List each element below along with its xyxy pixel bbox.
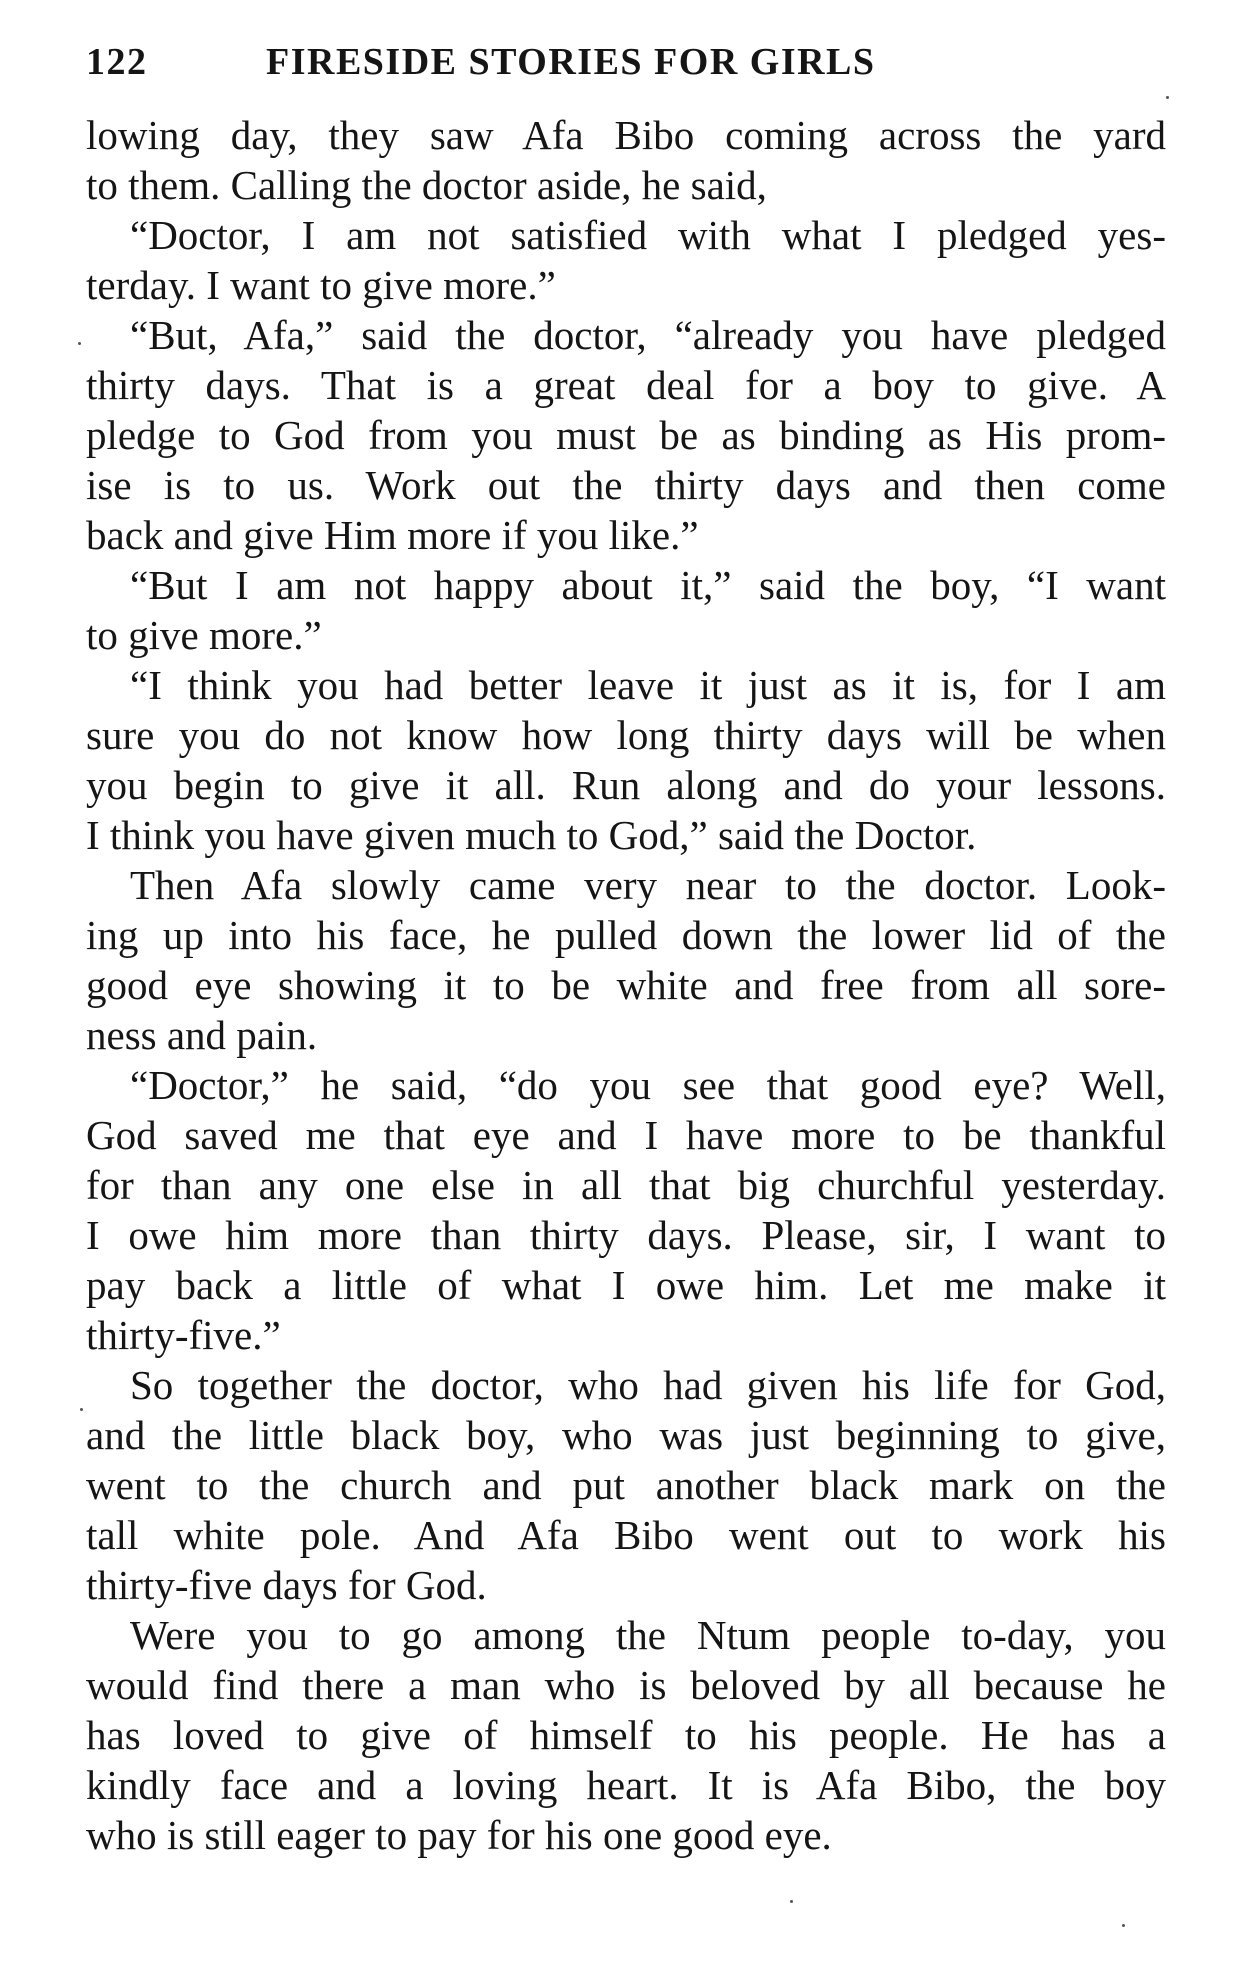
text-line: ness and pain. [86, 1012, 318, 1058]
paragraph-4 [86, 560, 1166, 660]
paragraph-1 [86, 110, 1166, 210]
scan-speck [1122, 1924, 1125, 1927]
text-line: good eye showing it to be white and free from all sore- [86, 962, 1166, 1008]
book-page [86, 40, 1166, 1860]
text-line: God saved me that eye and I have more to be thankful [86, 1112, 1166, 1158]
text-line: Then Afa slowly came very near to the doctor. Look- [130, 862, 1166, 908]
text-line: for than any one else in all that big churchful yesterday. [86, 1162, 1166, 1208]
page-number: 122 [86, 41, 148, 83]
text-line: “But I am not happy about it,” said the boy, “I want [130, 562, 1166, 608]
text-line: ing up into his face, he pulled down the lower lid of the [86, 912, 1166, 958]
scan-speck [1166, 96, 1169, 99]
text-line: “I think you had better leave it just as it is, for I am [130, 662, 1166, 708]
scan-speck [78, 342, 81, 345]
text-line: terday. I want to give more.” [86, 262, 556, 308]
text-line: So together the doctor, who had given his life for God, [130, 1362, 1166, 1408]
text-line: would find there a man who is beloved by all because he [86, 1662, 1166, 1708]
text-line: and the little black boy, who was just beginning to give, [86, 1412, 1166, 1458]
paragraph-8 [86, 1360, 1166, 1610]
text-line: pay back a little of what I owe him. Let me make it [86, 1262, 1166, 1308]
text-line: has loved to give of himself to his people. He has a [86, 1712, 1166, 1758]
text-line: kindly face and a loving heart. It is Afa Bibo, the boy [86, 1762, 1166, 1808]
text-line: went to the church and put another black mark on the [86, 1462, 1166, 1508]
text-line: tall white pole. And Afa Bibo went out to work his [86, 1512, 1166, 1558]
text-line: back and give Him more if you like.” [86, 512, 699, 558]
text-line: lowing day, they saw Afa Bibo coming across the yard [86, 112, 1166, 158]
text-line: who is still eager to pay for his one good eye. [86, 1812, 832, 1858]
text-line: “Doctor, I am not satisfied with what I pledged yes- [130, 212, 1166, 258]
text-line: thirty-five days for God. [86, 1562, 487, 1608]
text-line: thirty-five.” [86, 1312, 281, 1358]
paragraph-7 [86, 1060, 1166, 1360]
text-line: I owe him more than thirty days. Please, sir, I want to [86, 1212, 1166, 1258]
scan-speck [790, 1900, 793, 1903]
paragraph-3 [86, 310, 1166, 560]
text-line: ise is to us. Work out the thirty days and then come [86, 462, 1166, 508]
running-title: FIRESIDE STORIES FOR GIRLS [266, 41, 876, 83]
paragraph-5 [86, 660, 1166, 860]
text-line: to give more.” [86, 612, 322, 658]
body-text [86, 110, 1166, 1860]
text-line: I think you have given much to God,” said the Doctor. [86, 812, 977, 858]
text-line: you begin to give it all. Run along and do your lessons. [86, 762, 1166, 808]
paragraph-6 [86, 860, 1166, 1060]
paragraph-2 [86, 210, 1166, 310]
text-line: thirty days. That is a great deal for a boy to give. A [86, 362, 1166, 408]
text-line: “But, Afa,” said the doctor, “already you have pledged [130, 312, 1166, 358]
running-head [86, 40, 1166, 110]
paragraph-9 [86, 1610, 1166, 1860]
text-line: pledge to God from you must be as binding as His prom- [86, 412, 1166, 458]
text-line: sure you do not know how long thirty days will be when [86, 712, 1166, 758]
scan-speck [80, 1408, 83, 1411]
text-line: Were you to go among the Ntum people to-day, you [130, 1612, 1166, 1658]
text-line: “Doctor,” he said, “do you see that good eye? Well, [130, 1062, 1166, 1108]
text-line: to them. Calling the doctor aside, he said, [86, 162, 767, 208]
